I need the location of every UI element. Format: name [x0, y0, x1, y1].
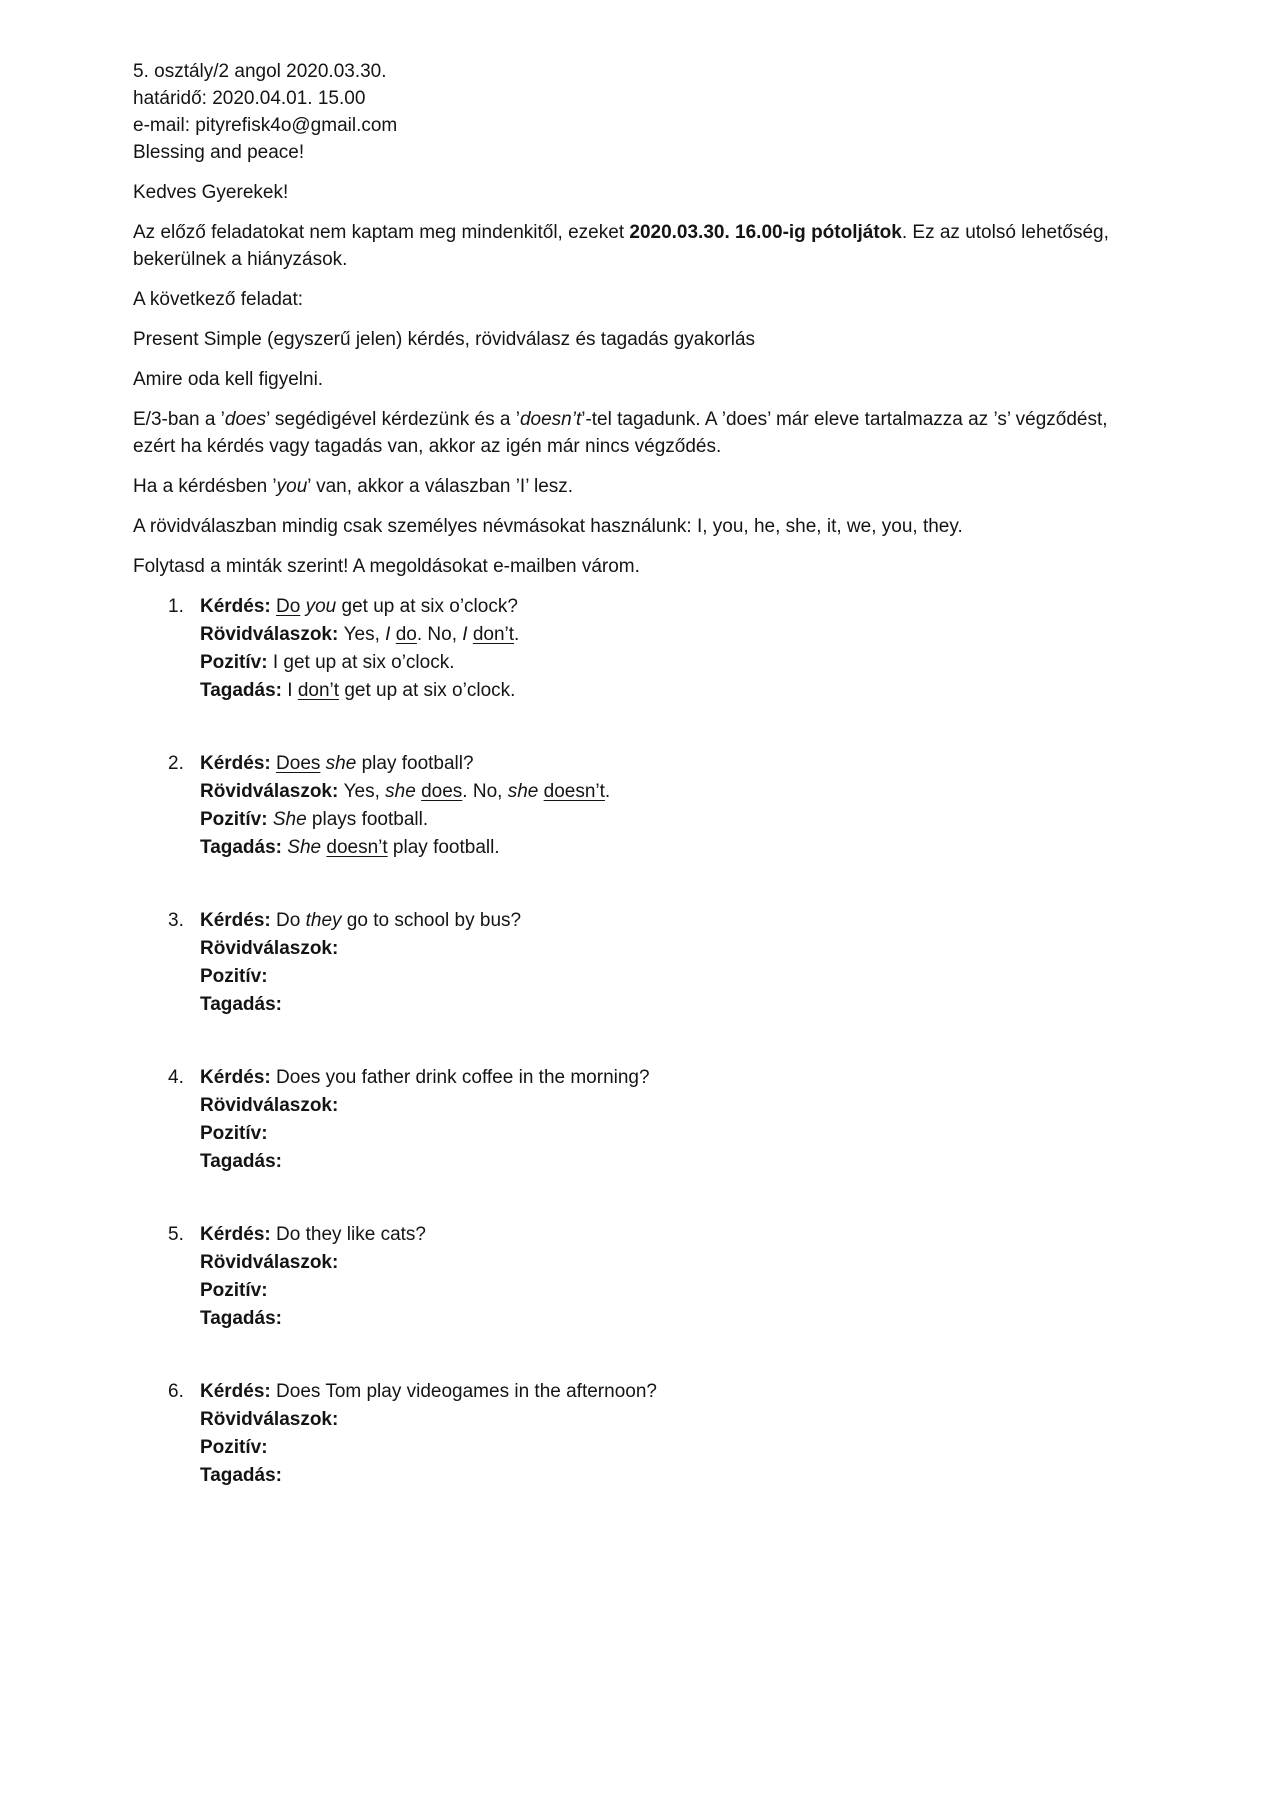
- exercise-item: [168, 907, 1145, 1019]
- exercise-line: [200, 1378, 1140, 1406]
- text-run: Yes,: [343, 624, 386, 645]
- exercise-line: [200, 1406, 1140, 1434]
- text-run: you: [276, 476, 308, 497]
- text-run: get up at six o’clock.: [339, 680, 516, 701]
- exercise-line: [200, 1221, 1140, 1249]
- text-run: Pozitív:: [200, 809, 273, 830]
- text-run: She: [272, 809, 307, 830]
- paragraph: [133, 286, 1143, 313]
- text-run: E/3-ban a ’: [133, 409, 225, 430]
- text-run: I: [287, 680, 298, 701]
- text-run: Tagadás:: [200, 994, 283, 1015]
- text-run: Rövidválaszok:: [200, 938, 339, 959]
- paragraph: [133, 473, 1143, 500]
- exercise-item: [168, 1378, 1145, 1490]
- text-run: ’ segédigével kérdezünk és a ’: [266, 409, 520, 430]
- text-run: do: [395, 624, 417, 645]
- text-run: Kérdés:: [200, 1381, 277, 1402]
- paragraph: [133, 366, 1143, 393]
- exercise-number: 4.: [168, 1067, 184, 1088]
- paragraph: [133, 406, 1143, 460]
- exercise-line: [200, 750, 1140, 778]
- exercise-line: [200, 1277, 1140, 1305]
- text-run: I: [462, 624, 468, 645]
- exercise-body: [200, 1378, 1145, 1490]
- text-run: Kérdés:: [200, 753, 277, 774]
- text-run: Kérdés:: [200, 910, 277, 931]
- text-run: Tagadás:: [200, 1151, 283, 1172]
- text-run: Rövidválaszok:: [200, 1095, 339, 1116]
- text-run: does: [421, 781, 463, 802]
- exercise-body: [200, 750, 1145, 862]
- header-line-email: e-mail: pityrefisk4o@gmail.com: [133, 115, 398, 136]
- exercise-number: 3.: [168, 910, 184, 931]
- text-run: Do they like cats?: [276, 1224, 426, 1245]
- exercise-line: [200, 1434, 1140, 1462]
- exercise-line: [200, 1148, 1140, 1176]
- exercise-line: [200, 1462, 1140, 1490]
- exercise-item: [168, 750, 1145, 862]
- text-run: . No,: [416, 624, 463, 645]
- paragraph: [133, 326, 1143, 353]
- text-run: Kérdés:: [200, 1224, 277, 1245]
- text-run: .: [604, 781, 611, 802]
- text-run: Pozitív:: [200, 1123, 268, 1144]
- text-run: Pozitív:: [200, 652, 273, 673]
- text-run: she: [507, 781, 539, 802]
- exercise-number: 6.: [168, 1381, 184, 1402]
- text-run: A következő feladat:: [133, 289, 304, 310]
- exercise-line: [200, 1249, 1140, 1277]
- text-run: doesn’t: [519, 409, 582, 430]
- text-run: Does Tom play videogames in the afternoon?: [276, 1381, 657, 1402]
- document-header: [133, 58, 1145, 166]
- text-run: 2020.03.30. 16.00-ig pótoljátok: [629, 222, 902, 243]
- exercise-line: [200, 593, 1140, 621]
- text-run: she: [325, 753, 357, 774]
- text-run: Yes,: [343, 781, 386, 802]
- text-run: Pozitív:: [200, 966, 268, 987]
- text-run: plays football.: [306, 809, 429, 830]
- exercise-body: [200, 907, 1145, 1019]
- text-run: Does you father drink coffee in the morning?: [276, 1067, 650, 1088]
- text-run: play football.: [387, 837, 500, 858]
- exercise-number: 5.: [168, 1224, 184, 1245]
- text-run: Pozitív:: [200, 1280, 268, 1301]
- text-run: Pozitív:: [200, 1437, 268, 1458]
- exercise-line: [200, 935, 1140, 963]
- exercise-item: [168, 1064, 1145, 1176]
- text-run: .: [514, 624, 520, 645]
- paragraph: [133, 553, 1143, 580]
- text-run: I get up at six o’clock.: [272, 652, 455, 673]
- text-run: Rövidválaszok:: [200, 1252, 339, 1273]
- text-run: they: [305, 910, 342, 931]
- text-run: Rövidválaszok:: [200, 1409, 339, 1430]
- text-run: Az előző feladatokat nem kaptam meg mindenkitől, ezeket: [133, 222, 630, 243]
- exercise-line: [200, 1305, 1140, 1333]
- text-run: does: [224, 409, 267, 430]
- text-run: Rövidválaszok:: [200, 781, 344, 802]
- exercise-body: [200, 593, 1145, 705]
- exercise-number: 1.: [168, 596, 184, 617]
- exercise-line: [200, 963, 1140, 991]
- text-run: . Ez az utolsó lehetőség, bekerülnek a hiányzások.: [133, 222, 1109, 270]
- text-run: doesn’t: [543, 781, 605, 802]
- intro-paragraphs: [133, 219, 1145, 580]
- text-run: . No,: [462, 781, 508, 802]
- header-line-deadline: határidő: 2020.04.01. 15.00: [133, 88, 366, 109]
- text-run: I: [385, 624, 391, 645]
- exercise-list: [133, 593, 1145, 1490]
- text-run: don’t: [472, 624, 515, 645]
- text-run: She: [287, 837, 322, 858]
- text-run: don’t: [297, 680, 340, 701]
- text-run: Folytasd a minták szerint! A megoldásokat e-mailben várom.: [133, 556, 640, 577]
- paragraph: [133, 513, 1143, 540]
- header-line-class: 5. osztály/2 angol 2020.03.30.: [133, 61, 387, 82]
- text-run: A rövidválaszban mindig csak személyes névmásokat használunk: I, you, he, she, it, we, you, they.: [133, 516, 963, 537]
- text-run: get up at six o’clock?: [336, 596, 518, 617]
- text-run: play football?: [356, 753, 474, 774]
- text-run: Does: [276, 753, 321, 774]
- header-line-blessing: Blessing and peace!: [133, 142, 305, 163]
- text-run: ’ van, akkor a válaszban ’I’ lesz.: [307, 476, 574, 497]
- text-run: Kérdés:: [200, 596, 277, 617]
- text-run: Kérdés:: [200, 1067, 277, 1088]
- text-run: Do: [276, 596, 301, 617]
- exercise-body: [200, 1221, 1145, 1333]
- text-run: Amire oda kell figyelni.: [133, 369, 324, 390]
- exercise-line: [200, 778, 1140, 806]
- exercise-line: [200, 1064, 1140, 1092]
- text-run: Ha a kérdésben ’: [133, 476, 277, 497]
- text-run: go to school by bus?: [341, 910, 522, 931]
- text-run: Present Simple (egyszerű jelen) kérdés, rövidválasz és tagadás gyakorlás: [133, 329, 756, 350]
- exercise-line: [200, 907, 1140, 935]
- exercise-body: [200, 1064, 1145, 1176]
- text-run: Tagadás:: [200, 680, 288, 701]
- text-run: ’-tel tagadunk. A ’does’ már eleve tartalmazza az ’s’ végződést, ezért ha kérdés vagy tagadás van, akkor az igén már nincs végződés.: [133, 409, 1108, 457]
- exercise-line: [200, 834, 1140, 862]
- text-run: Tagadás:: [200, 837, 288, 858]
- exercise-line: [200, 1120, 1140, 1148]
- text-run: Tagadás:: [200, 1308, 283, 1329]
- text-run: Do: [276, 910, 306, 931]
- text-run: Rövidválaszok:: [200, 624, 344, 645]
- exercise-item: [168, 1221, 1145, 1333]
- exercise-line: [200, 1092, 1140, 1120]
- exercise-line: [200, 677, 1140, 705]
- exercise-line: [200, 806, 1140, 834]
- exercise-number: 2.: [168, 753, 184, 774]
- text-run: doesn’t: [326, 837, 388, 858]
- exercise-item: [168, 593, 1145, 705]
- exercise-line: [200, 649, 1140, 677]
- exercise-line: [200, 991, 1140, 1019]
- greeting: Kedves Gyerekek!: [133, 182, 289, 203]
- text-run: she: [385, 781, 416, 802]
- exercise-line: [200, 621, 1140, 649]
- paragraph: [133, 219, 1143, 273]
- text-run: you: [305, 596, 337, 617]
- text-run: Tagadás:: [200, 1465, 283, 1486]
